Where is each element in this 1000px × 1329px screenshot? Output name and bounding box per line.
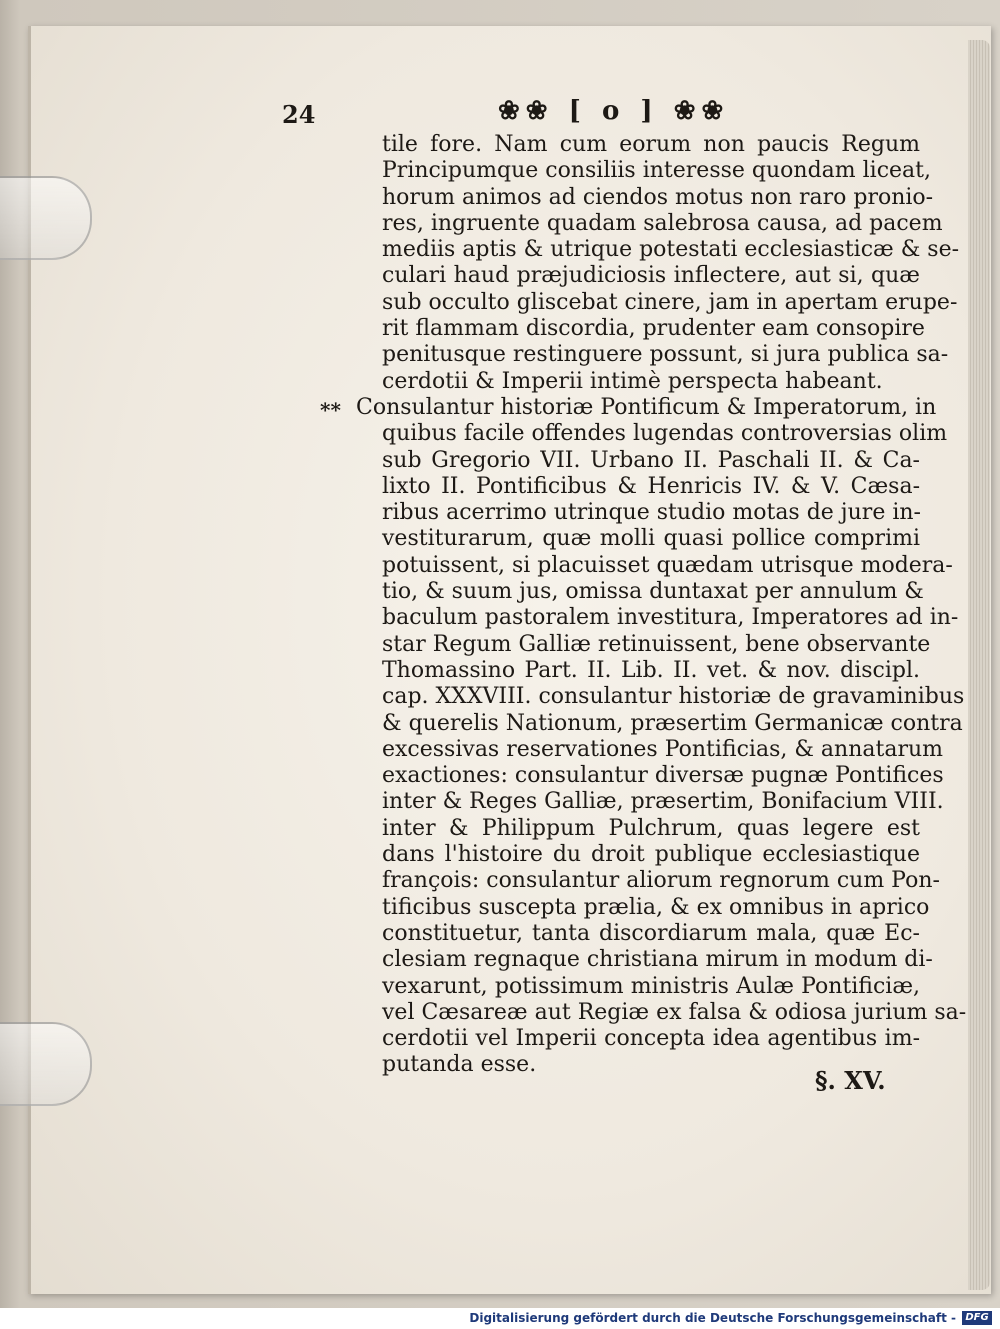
body-line: sub occulto gliscebat cinere, jam in apertam erupe- [382, 289, 958, 315]
note-line: clesiam regnaque christiana mirum in modum di- [382, 947, 933, 973]
note-line: inter & Philippum Pulchrum, quas legere est [382, 815, 920, 841]
note-line: vexarunt, potissimum ministris Aulæ Pontificiæ, [382, 973, 920, 999]
note-line: Thomassino Part. II. Lib. II. vet. & nov. discipl. [382, 657, 920, 683]
note-line: ribus acerrimo utrinque studio motas de jure in- [382, 500, 921, 526]
note-line: sub Gregorio VII. Urbano II. Paschali II. & Ca- [382, 447, 920, 473]
body-line: mediis aptis & utrique potestati ecclesiasticæ & se- [382, 237, 960, 263]
book-clip-bottom [0, 1022, 92, 1106]
body-line: penitusque restinguere possunt, si jura publica sa- [382, 342, 949, 368]
note-line: cerdotii vel Imperii concepta idea agentibus im- [382, 1026, 920, 1052]
dfg-logo: DFG [962, 1311, 992, 1325]
note-line: baculum pastoralem investitura, Imperatores ad in- [382, 605, 959, 631]
note-line: tio, & suum jus, omissa duntaxat per annulum & [382, 579, 924, 605]
body-line: Principumque consiliis interesse quondam liceat, [382, 158, 931, 184]
note-line: cap. XXXVIII. consulantur historiæ de gravaminibus [382, 684, 965, 710]
catchword: §. XV. [815, 1066, 886, 1095]
book-clip-top [0, 176, 92, 260]
note-line: putanda esse. [382, 1052, 537, 1078]
body-line: horum animos ad ciendos motus non raro pronio- [382, 184, 934, 210]
note-line: constituetur, tanta discordiarum mala, quæ Ec- [382, 920, 920, 946]
header-ornament: ❀❀ [ o ] ❀❀ [498, 96, 730, 126]
note-line: vel Cæsareæ aut Regiæ ex falsa & odiosa jurium sa- [382, 999, 967, 1025]
note-line: excessivas reservationes Pontificias, & annatarum [382, 736, 943, 762]
note-line: Consulantur historiæ Pontificum & Imperatorum, in [356, 394, 937, 420]
note-line: vestiturarum, quæ molli quasi pollice comprimi [382, 526, 920, 552]
note-line: tificibus suscepta prælia, & ex omnibus in aprico [382, 894, 930, 920]
body-line: tile fore. Nam cum eorum non paucis Regum [382, 132, 920, 157]
note-line: françois: consulantur aliorum regnorum cum Pon- [382, 868, 940, 894]
note-line: inter & Reges Galliæ, præsertim, Bonifacium VIII. [382, 789, 944, 815]
footer-credit: Digitalisierung gefördert durch die Deutsche Forschungsgemeinschaft - [469, 1311, 956, 1325]
body-line: res, ingruente quadam salebrosa causa, ad pacem [382, 210, 943, 236]
note-line: quibus facile offendes lugendas controversias olim [382, 421, 948, 447]
note-line: star Regum Galliæ retinuissent, bene observante [382, 631, 931, 657]
footnote-marker: ** [320, 398, 341, 422]
note-line: dans l'histoire du droit publique ecclesiastique [382, 842, 920, 868]
note-line: lixto II. Pontificibus & Henricis IV. & V. Cæsa- [382, 473, 920, 499]
body-line: rit flammam discordia, prudenter eam consopire [382, 316, 925, 342]
page-number: 24 [282, 100, 316, 129]
body-line: cerdotii & Imperii intimè perspecta habeant. [382, 368, 883, 394]
note-line: exactiones: consulantur diversæ pugnæ Pontifices [382, 763, 944, 789]
page-edge-stack [968, 40, 990, 1290]
note-line: potuissent, si placuisset quædam utrisque modera- [382, 552, 953, 578]
main-paragraph [320, 132, 967, 1079]
body-line: culari haud præjudiciosis inflectere, aut si, quæ [382, 263, 920, 289]
note-line: & querelis Nationum, præsertim Germanicæ contra [382, 710, 963, 736]
